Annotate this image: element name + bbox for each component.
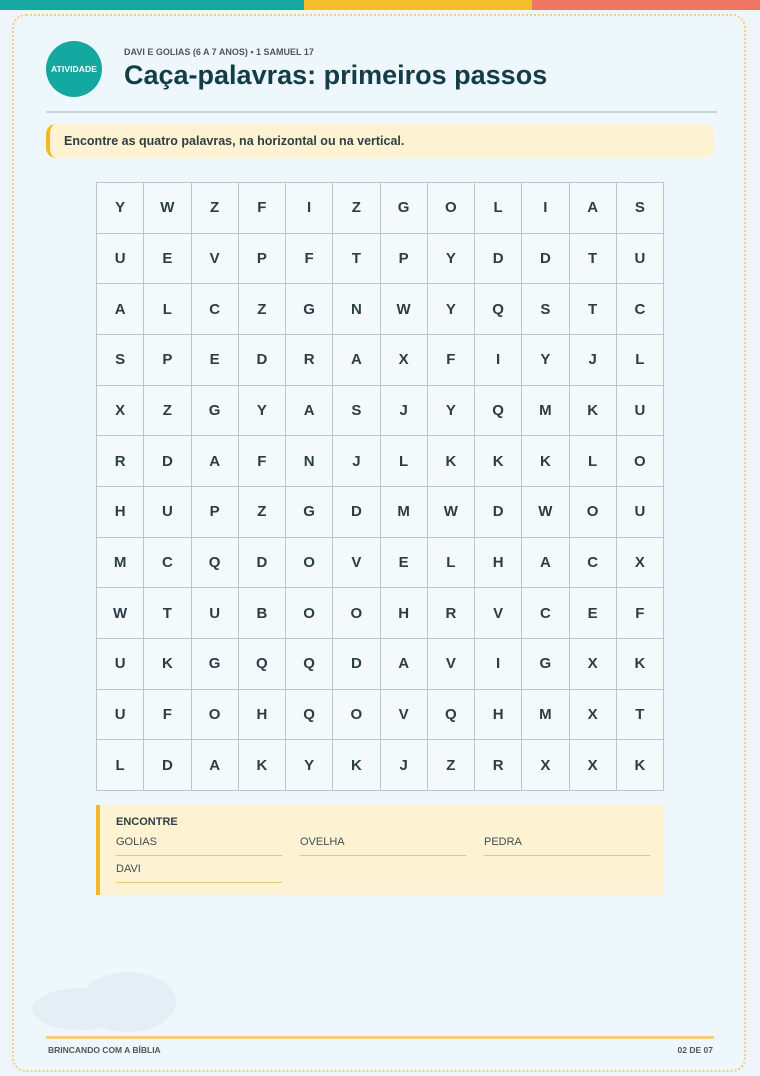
grid-cell: D	[475, 234, 522, 285]
grid-cell: H	[475, 690, 522, 741]
grid-cell: K	[522, 436, 569, 487]
grid-cell: Z	[144, 386, 191, 437]
word-item: PEDRA	[484, 836, 650, 856]
grid-cell: U	[617, 234, 664, 285]
footer-page-number: 02 DE 07	[677, 1045, 713, 1055]
grid-cell: X	[570, 690, 617, 741]
grid-cell: C	[144, 538, 191, 589]
grid-cell: O	[333, 588, 380, 639]
grid-cell: V	[192, 234, 239, 285]
top-bar-teal	[0, 0, 304, 10]
word-search-grid	[96, 182, 664, 791]
grid-cell: J	[570, 335, 617, 386]
grid-cell: K	[239, 740, 286, 791]
grid-cell: T	[570, 284, 617, 335]
grid-cell: G	[286, 487, 333, 538]
grid-cell: G	[192, 386, 239, 437]
grid-cell: E	[144, 234, 191, 285]
grid-cell: C	[192, 284, 239, 335]
grid-cell: X	[522, 740, 569, 791]
grid-cell: L	[428, 538, 475, 589]
grid-cell: K	[617, 740, 664, 791]
top-bar-yellow	[304, 0, 532, 10]
grid-cell: Z	[239, 487, 286, 538]
grid-cell: S	[97, 335, 144, 386]
grid-cell: Y	[286, 740, 333, 791]
grid-cell: A	[333, 335, 380, 386]
grid-cell: H	[239, 690, 286, 741]
grid-cell: W	[381, 284, 428, 335]
grid-cell: W	[97, 588, 144, 639]
grid-cell: E	[381, 538, 428, 589]
grid-cell: D	[239, 335, 286, 386]
grid-cell: T	[333, 234, 380, 285]
grid-cell: C	[617, 284, 664, 335]
grid-cell: W	[522, 487, 569, 538]
footer-book-title: BRINCANDO COM A BÍBLIA	[48, 1045, 161, 1055]
grid-cell: Q	[239, 639, 286, 690]
grid-cell: M	[522, 386, 569, 437]
grid-cell: A	[381, 639, 428, 690]
grid-cell: V	[333, 538, 380, 589]
grid-cell: Q	[286, 690, 333, 741]
grid-cell: I	[522, 183, 569, 234]
grid-cell: O	[428, 183, 475, 234]
grid-cell: J	[333, 436, 380, 487]
grid-cell: J	[381, 386, 428, 437]
grid-cell: W	[144, 183, 191, 234]
grid-cell: D	[522, 234, 569, 285]
activity-badge	[46, 41, 102, 97]
grid-cell: O	[570, 487, 617, 538]
grid-cell: Q	[428, 690, 475, 741]
grid-cell: Y	[522, 335, 569, 386]
grid-cell: P	[192, 487, 239, 538]
grid-cell: B	[239, 588, 286, 639]
grid-cell: K	[428, 436, 475, 487]
grid-cell: X	[570, 639, 617, 690]
grid-cell: Z	[333, 183, 380, 234]
grid-cell: L	[475, 183, 522, 234]
grid-cell: S	[333, 386, 380, 437]
grid-cell: G	[192, 639, 239, 690]
grid-cell: K	[617, 639, 664, 690]
word-item: DAVI	[116, 863, 282, 883]
grid-cell: L	[144, 284, 191, 335]
grid-cell: T	[570, 234, 617, 285]
grid-cell: K	[333, 740, 380, 791]
grid-cell: D	[144, 740, 191, 791]
grid-cell: F	[144, 690, 191, 741]
grid-cell: F	[286, 234, 333, 285]
grid-cell: F	[239, 436, 286, 487]
cloud-decoration	[80, 972, 176, 1032]
grid-cell: X	[570, 740, 617, 791]
grid-cell: U	[97, 639, 144, 690]
grid-cell: O	[286, 538, 333, 589]
grid-cell: S	[617, 183, 664, 234]
grid-cell: E	[192, 335, 239, 386]
grid-cell: Y	[97, 183, 144, 234]
grid-cell: V	[381, 690, 428, 741]
grid-cell: D	[475, 487, 522, 538]
grid-cell: W	[428, 487, 475, 538]
grid-cell: F	[239, 183, 286, 234]
grid-cell: U	[617, 487, 664, 538]
grid-cell: K	[570, 386, 617, 437]
grid-cell: A	[570, 183, 617, 234]
grid-cell: H	[475, 538, 522, 589]
grid-cell: D	[333, 639, 380, 690]
grid-cell: X	[97, 386, 144, 437]
grid-cell: Z	[192, 183, 239, 234]
grid-cell: M	[522, 690, 569, 741]
grid-cell: Y	[428, 386, 475, 437]
top-bar-coral	[532, 0, 760, 10]
grid-cell: Q	[475, 284, 522, 335]
grid-cell: Q	[286, 639, 333, 690]
grid-cell: V	[475, 588, 522, 639]
grid-cell: R	[475, 740, 522, 791]
grid-cell: R	[97, 436, 144, 487]
lesson-kicker: DAVI E GOLIAS (6 A 7 ANOS) • 1 SAMUEL 17	[124, 47, 314, 57]
grid-cell: I	[475, 639, 522, 690]
instruction-text: Encontre as quatro palavras, na horizontal ou na vertical.	[64, 134, 405, 148]
grid-cell: G	[522, 639, 569, 690]
grid-cell: A	[286, 386, 333, 437]
grid-cell: I	[286, 183, 333, 234]
grid-cell: Y	[239, 386, 286, 437]
word-list-box	[96, 805, 664, 895]
grid-cell: N	[333, 284, 380, 335]
grid-cell: Z	[239, 284, 286, 335]
top-color-bar	[0, 0, 760, 10]
grid-cell: F	[428, 335, 475, 386]
grid-cell: R	[286, 335, 333, 386]
activity-badge-label: ATIVIDADE	[50, 64, 98, 74]
grid-cell: D	[239, 538, 286, 589]
grid-cell: A	[522, 538, 569, 589]
grid-cell: Y	[428, 234, 475, 285]
grid-cell: I	[475, 335, 522, 386]
grid-cell: K	[475, 436, 522, 487]
instruction-box	[46, 124, 714, 158]
grid-cell: T	[617, 690, 664, 741]
grid-cell: K	[144, 639, 191, 690]
grid-cell: D	[333, 487, 380, 538]
grid-cell: R	[428, 588, 475, 639]
grid-cell: U	[617, 386, 664, 437]
grid-cell: L	[570, 436, 617, 487]
grid-cell: F	[617, 588, 664, 639]
grid-cell: S	[522, 284, 569, 335]
grid-cell: U	[97, 690, 144, 741]
grid-cell: O	[617, 436, 664, 487]
grid-cell: Q	[192, 538, 239, 589]
grid-cell: U	[97, 234, 144, 285]
grid-cell: C	[522, 588, 569, 639]
footer-divider	[46, 1036, 714, 1039]
grid-cell: O	[333, 690, 380, 741]
grid-cell: D	[144, 436, 191, 487]
word-item: OVELHA	[300, 836, 466, 856]
grid-cell: X	[617, 538, 664, 589]
grid-cell: L	[97, 740, 144, 791]
grid-cell: T	[144, 588, 191, 639]
grid-cell: X	[381, 335, 428, 386]
grid-cell: C	[570, 538, 617, 589]
header-divider	[46, 111, 717, 113]
grid-cell: M	[381, 487, 428, 538]
grid-cell: G	[286, 284, 333, 335]
grid-cell: U	[192, 588, 239, 639]
grid-cell: P	[381, 234, 428, 285]
grid-cell: A	[97, 284, 144, 335]
grid-cell: M	[97, 538, 144, 589]
grid-cell: P	[239, 234, 286, 285]
grid-cell: O	[192, 690, 239, 741]
grid-cell: H	[381, 588, 428, 639]
grid-cell: Q	[475, 386, 522, 437]
grid-cell: L	[381, 436, 428, 487]
word-list-label: ENCONTRE	[116, 816, 178, 828]
grid-cell: O	[286, 588, 333, 639]
grid-cell: N	[286, 436, 333, 487]
grid-cell: Y	[428, 284, 475, 335]
grid-cell: V	[428, 639, 475, 690]
grid-cell: H	[97, 487, 144, 538]
grid-cell: L	[617, 335, 664, 386]
grid-cell: J	[381, 740, 428, 791]
grid-cell: Z	[428, 740, 475, 791]
word-item: GOLIAS	[116, 836, 282, 856]
grid-cell: A	[192, 740, 239, 791]
grid-cell: G	[381, 183, 428, 234]
grid-cell: P	[144, 335, 191, 386]
grid-cell: A	[192, 436, 239, 487]
page-title: Caça-palavras: primeiros passos	[124, 60, 548, 90]
grid-cell: U	[144, 487, 191, 538]
grid-cell: E	[570, 588, 617, 639]
